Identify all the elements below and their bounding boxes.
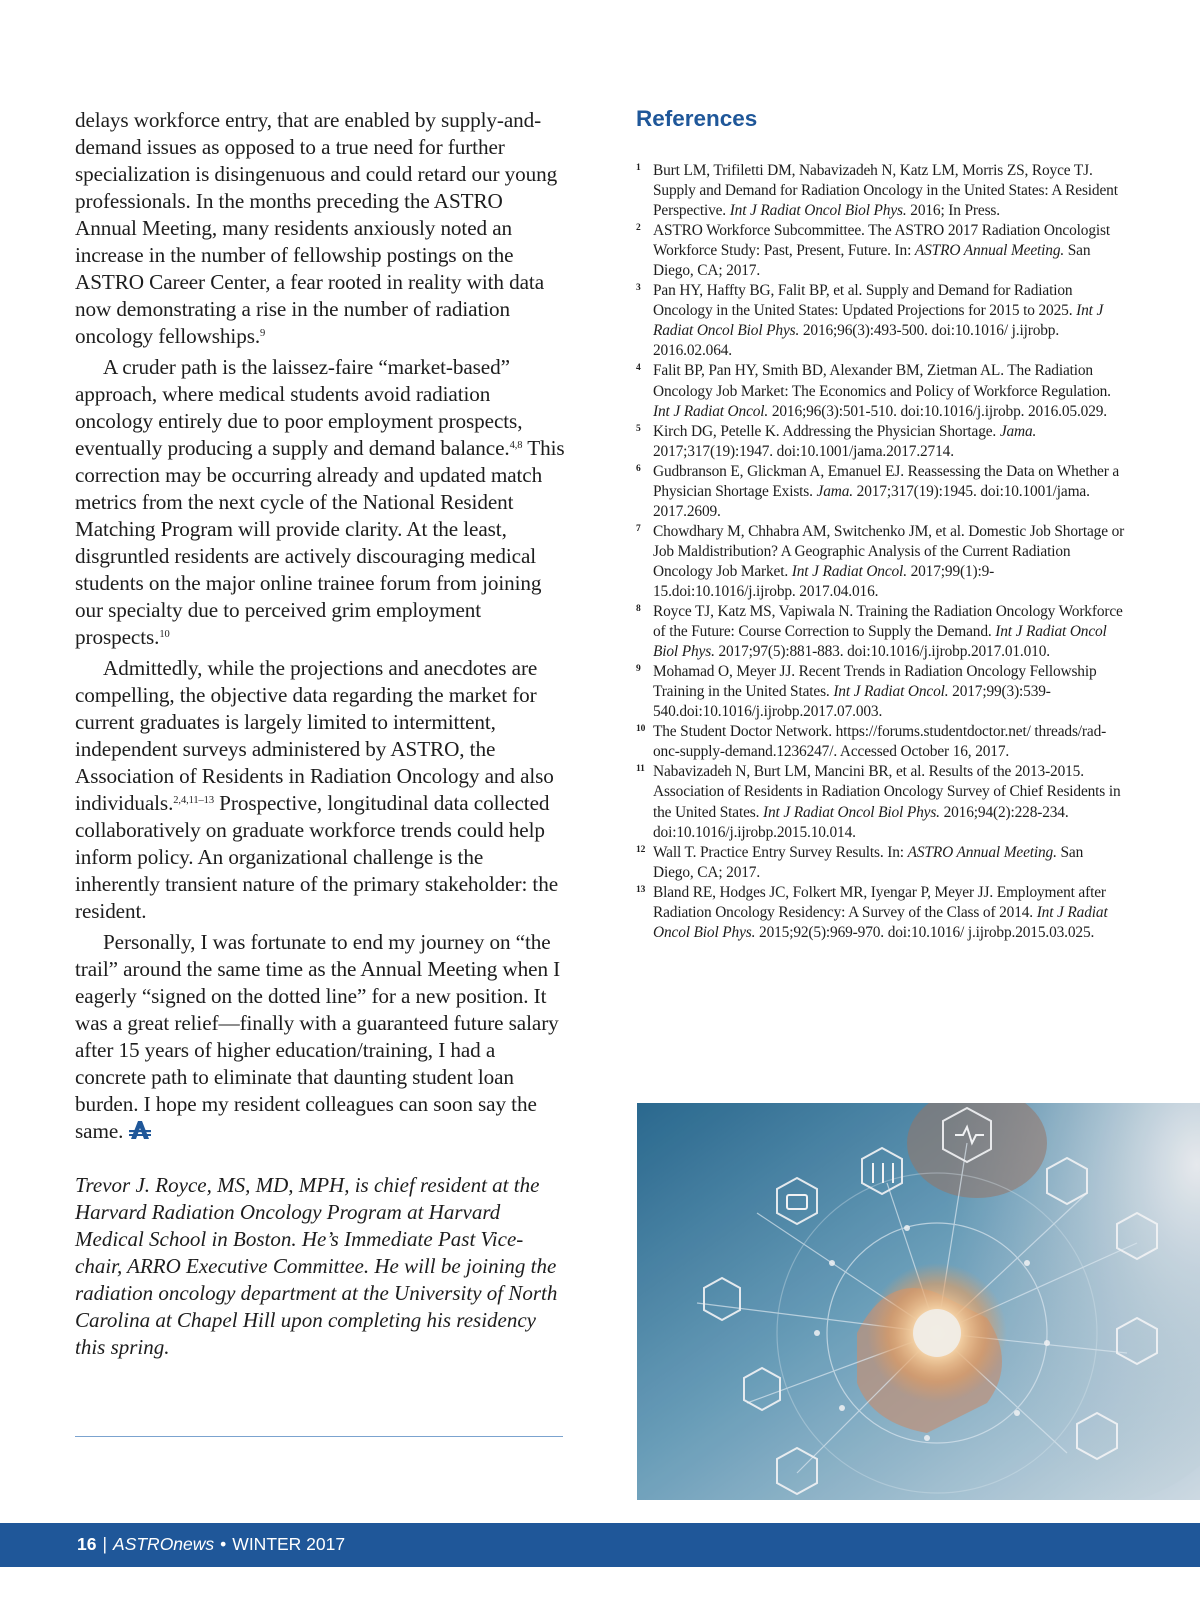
paragraph-text: Prospective, longitudinal data collected collaboratively on graduate workforce trends could help inform policy. An organizational challenge is the inherently transient nature of the primary stakeholder: the resident. [75, 791, 559, 923]
issue-label: WINTER 2017 [232, 1534, 346, 1554]
paragraph-text: A cruder path is the laissez-faire “market-based” approach, where medical students avoid radiation oncology entirely due to poor employment prospects, eventually producing a supply and demand balance. [75, 355, 523, 460]
reference-item [636, 522, 1126, 602]
reference-item [636, 843, 1126, 883]
reference-number: 6 [636, 463, 641, 474]
reference-journal: ASTRO Annual Meeting. [907, 843, 1057, 861]
reference-citation: 2016;96(3):493-500. doi:10.1016/ j.ijrobp. 2016.02.064. [653, 322, 1060, 360]
reference-number: 5 [636, 423, 641, 434]
reference-text: Gudbranson E, Glickman A, Emanuel EJ. Reassessing the Data on Whether a Physician Shortage Exists. [653, 462, 1120, 500]
reference-citation: 2017;99(3):539-540.doi:10.1016/j.ijrobp.2017.07.003. [653, 683, 1051, 721]
reference-text: Mohamad O, Meyer JJ. Recent Trends in Radiation Oncology Fellowship Training in the United States. [653, 663, 1097, 701]
references-list [636, 161, 1126, 943]
article-paragraph-2 [75, 354, 567, 651]
paragraph-text: This correction may be occurring already and updated match metrics from the next cycle of the National Resident Matching Program will provide clarity. At the least, disgruntled residents are actively discouraging medical students on the major online trainee forum from joining our specialty due to perceived grim employment prospects. [75, 436, 565, 649]
reference-text: ASTRO Workforce Subcommittee. The ASTRO 2017 Radiation Oncologist Workforce Study: Past, Present, Future. In: [653, 222, 1110, 260]
article-paragraph-4 [75, 929, 567, 1145]
reference-text: Chowdhary M, Chhabra AM, Switchenko JM, et al. Domestic Job Shortage or Job Maldistribution? A Geographic Analysis of the Current Radiation Oncology Job Market. [653, 522, 1125, 580]
citation-superscript: 4,8 [509, 440, 523, 451]
reference-text: Pan HY, Haffty BG, Falit BP, et al. Supply and Demand for Radiation Oncology in the United States: Updated Projections for 2015 to 2025. [653, 282, 1077, 320]
reference-item [636, 722, 1126, 762]
page-footer [0, 1523, 1200, 1567]
reference-item [636, 883, 1126, 943]
reference-journal: Int J Radiat Oncol. [833, 683, 949, 701]
reference-item [636, 762, 1126, 842]
reference-text: The Student Doctor Network. https://forums.studentdoctor.net/ threads/rad-onc-supply-demand.1236247/. Accessed October 16, 2017. [653, 723, 1107, 761]
reference-number: 10 [636, 724, 646, 735]
publication-name: ASTROnews [113, 1534, 215, 1554]
reference-number: 4 [636, 363, 641, 374]
reference-number: 1 [636, 163, 641, 173]
citation-superscript: 10 [159, 629, 170, 640]
reference-journal: Jama. [999, 422, 1037, 440]
reference-text: Burt LM, Trifiletti DM, Nabavizadeh N, Katz LM, Morris ZS, Royce TJ. Supply and Demand for Radiation Oncology in the United States: A Resident Perspective. [653, 162, 1118, 220]
medical-technology-photo [637, 1103, 1200, 1500]
paragraph-text: Admittedly, while the projections and anecdotes are compelling, the objective data regarding the market for current graduates is largely limited to intermittent, independent surveys administered by ASTRO, the Association of Residents in Radiation Oncology and also individuals. [75, 656, 554, 815]
reference-item [636, 662, 1126, 722]
reference-text: Falit BP, Pan HY, Smith BD, Alexander BM, Zietman AL. The Radiation Oncology Job Market: The Economics and Policy of Workforce Regulation. [653, 362, 1111, 400]
reference-item [636, 281, 1126, 361]
reference-number: 11 [636, 764, 645, 775]
reference-citation: San Diego, CA; 2017. [653, 843, 1084, 881]
reference-journal: Int J Radiat Oncol Biol Phys. [763, 803, 940, 821]
reference-text: Royce TJ, Katz MS, Vapiwala N. Training the Radiation Oncology Workforce of the Future: Course Correction to Supply the Demand. [653, 603, 1123, 641]
article-paragraph-3 [75, 655, 567, 925]
reference-citation: 2016;96(3):501-510. doi:10.1016/j.ijrobp. 2016.05.029. [768, 402, 1108, 420]
author-bio: Trevor J. Royce, MS, MD, MPH, is chief resident at the Harvard Radiation Oncology Program at Harvard Medical School in Boston. He’s Immediate Past Vice-chair, ARRO Executive Committee. He will be joining the radiation oncology department at the University of North Carolina at Chapel Hill upon completing his residency this spring. [75, 1173, 558, 1359]
reference-text: Bland RE, Hodges JC, Folkert MR, Iyengar P, Meyer JJ. Employment after Radiation Oncology Residency: A Survey of the Class of 2014. [653, 883, 1106, 921]
page-number: 16 [77, 1534, 97, 1554]
reference-journal: Int J Radiat Oncol Biol Phys. [729, 202, 907, 220]
article-body [75, 107, 567, 1145]
reference-journal: Int J Radiat Oncol. [653, 402, 769, 420]
footer-divider: | [102, 1534, 108, 1554]
reference-number: 8 [636, 604, 641, 615]
reference-item [636, 462, 1126, 522]
reference-journal: Int J Radiat Oncol Biol Phys. [653, 903, 1108, 941]
reference-journal: Int J Radiat Oncol Biol Phys. [653, 302, 1104, 340]
reference-item [636, 361, 1126, 421]
paragraph-text: Personally, I was fortunate to end my journey on “the trail” around the same time as the Annual Meeting when I eagerly “signed on the dotted line” for a new position. It was a great relief—finally with a guaranteed future salary after 15 years of higher education/training, I had a concrete path to eliminate that daunting student loan burden. I hope my resident colleagues can soon say the same. [75, 930, 561, 1143]
reference-item [636, 422, 1126, 462]
doctor-network-illustration [637, 1103, 1200, 1500]
reference-citation: 2016;94(2):228-234. doi:10.1016/j.ijrobp.2015.10.014. [653, 803, 1069, 841]
reference-citation: 2017;97(5):881-883. doi:10.1016/j.ijrobp.2017.01.010. [714, 643, 1050, 661]
citation-superscript: 2,4,11–13 [173, 795, 214, 806]
reference-item [636, 602, 1126, 662]
reference-text: Wall T. Practice Entry Survey Results. In: [653, 843, 908, 861]
reference-number: 3 [636, 283, 641, 294]
reference-number: 7 [636, 523, 641, 534]
reference-number: 13 [636, 884, 646, 895]
reference-citation: 2017;317(19):1945. doi:10.1001/jama. 2017.2609. [653, 482, 1090, 520]
reference-citation: 2015;92(5):969-970. doi:10.1016/ j.ijrobp.2015.03.025. [755, 923, 1095, 941]
reference-citation: 2016; In Press. [906, 202, 1000, 220]
citation-superscript: 9 [260, 328, 266, 339]
reference-citation: 2017;317(19):1947. doi:10.1001/jama.2017.2714. [653, 442, 954, 460]
references-heading: References [636, 106, 758, 131]
reference-number: 9 [636, 664, 641, 675]
reference-citation: San Diego, CA; 2017. [653, 242, 1091, 280]
reference-journal: ASTRO Annual Meeting. [914, 242, 1065, 260]
reference-journal: Int J Radiat Oncol Biol Phys. [653, 623, 1107, 661]
reference-text: Kirch DG, Petelle K. Addressing the Physician Shortage. [653, 422, 1000, 440]
reference-journal: Jama. [816, 482, 853, 500]
reference-citation: 2017;99(1):9-15.doi:10.1016/j.ijrobp. 2017.04.016. [653, 562, 995, 600]
reference-journal: Int J Radiat Oncol. [791, 562, 907, 580]
astro-end-mark-icon [129, 1120, 151, 1140]
reference-number: 12 [636, 844, 646, 855]
paragraph-text: delays workforce entry, that are enabled by supply-and-demand issues as opposed to a true need for further specialization is disingenuous and could retard our young professionals. In the months preceding the ASTRO Annual Meeting, many residents anxiously noted an increase in the number of fellowship postings on the ASTRO Career Center, a fear rooted in reality with data now demonstrating a rise in the number of radiation oncology fellowships. [75, 108, 558, 348]
reference-text: Nabavizadeh N, Burt LM, Mancini BR, et al. Results of the 2013-2015. Association of Residents in Radiation Oncology Survey of Chief Residents in the United States. [653, 763, 1121, 821]
reference-item [636, 221, 1126, 281]
reference-item [636, 161, 1126, 221]
section-divider [75, 1436, 563, 1437]
article-paragraph-1 [75, 107, 567, 350]
footer-bullet: • [220, 1534, 227, 1554]
reference-number: 2 [636, 223, 641, 234]
